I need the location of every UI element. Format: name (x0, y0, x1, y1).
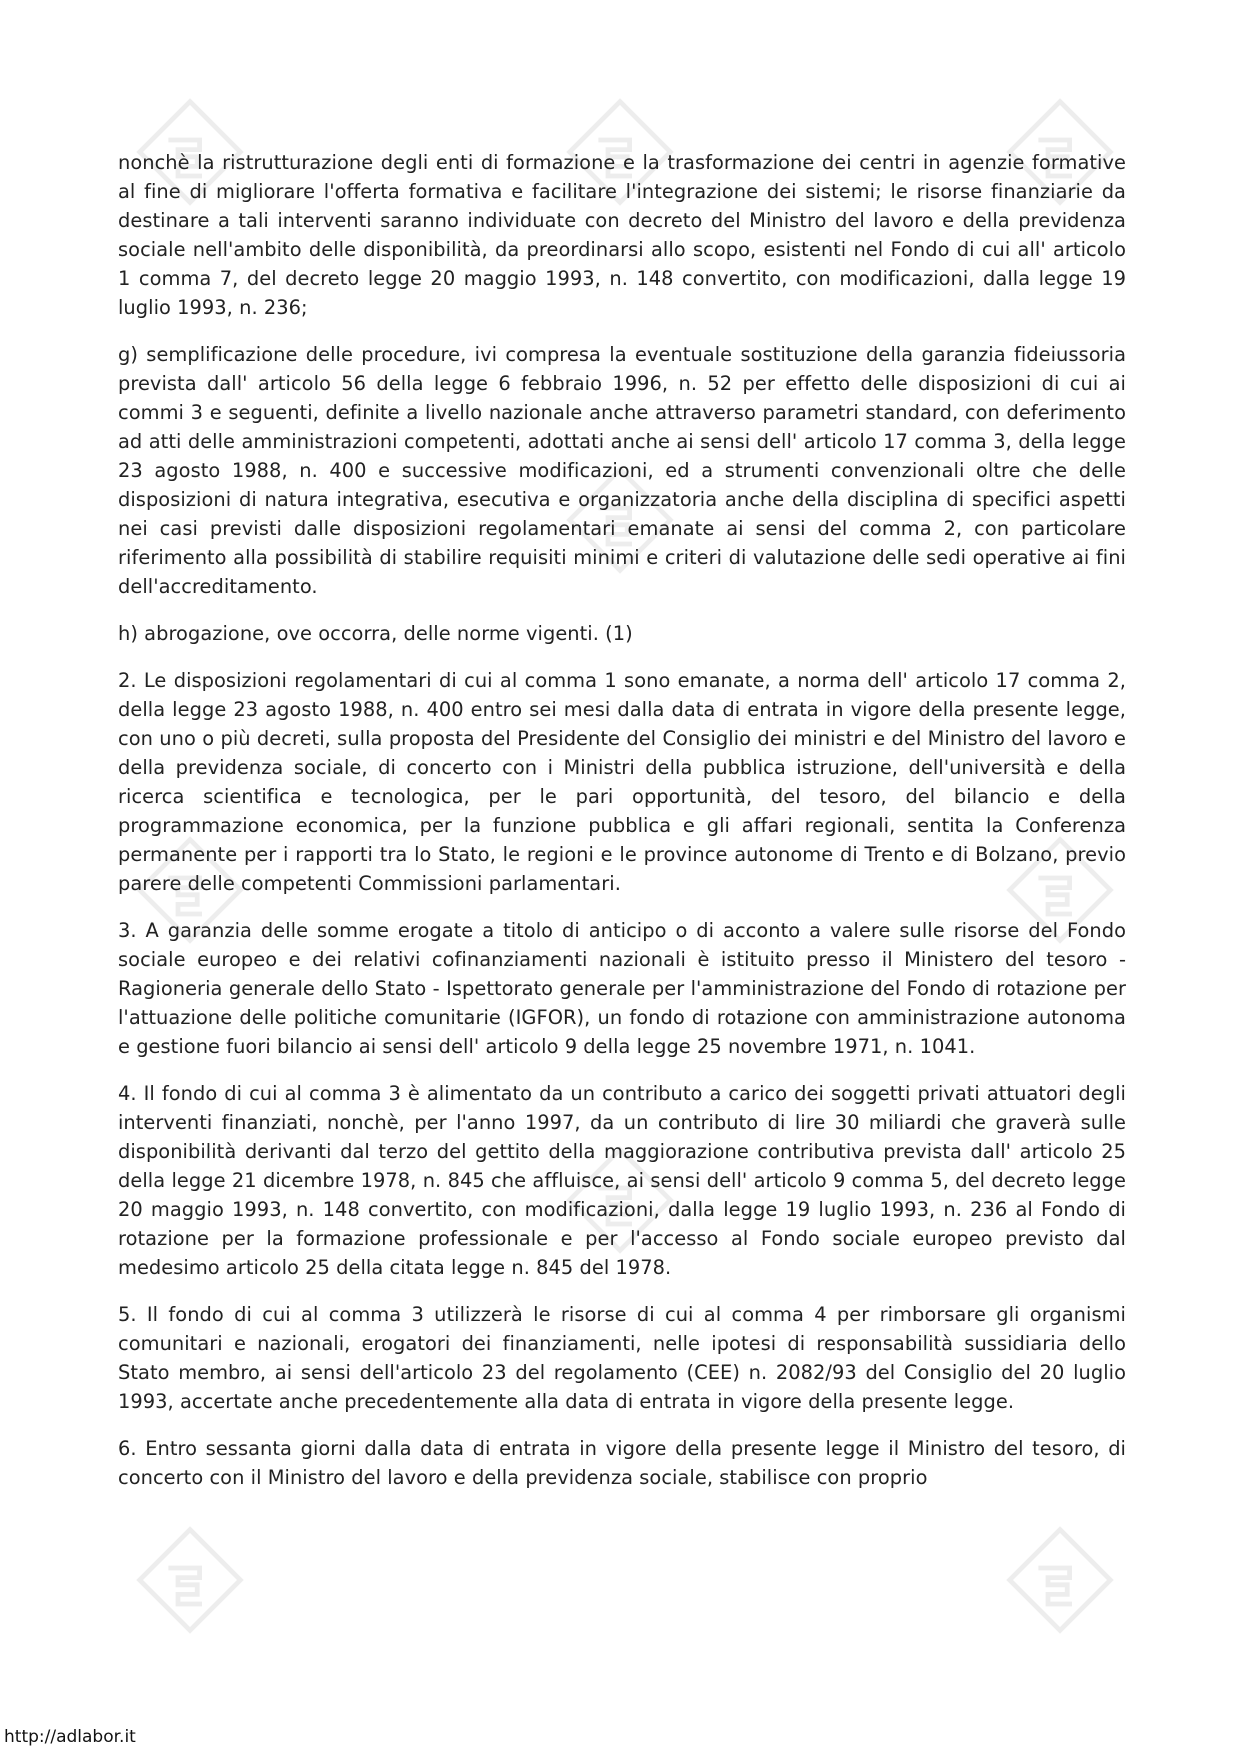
paragraph-point-g: g) semplificazione delle procedure, ivi compresa la eventuale sostituzione della garanzia fideiussoria prevista dall' articolo 56 della legge 6 febbraio 1996, n. 52 per effetto delle disposizioni di cui ai commi 3 e seguenti, definite a livello nazionale anche attraverso parametri standard, con deferimento ad atti delle amministrazioni competenti, adottati anche ai sensi dell' articolo 17 comma 3, della legge 23 agosto 1988, n. 400 e successive modificazioni, ed a strumenti convenzionali oltre che delle disposizioni di natura integrativa, esecutiva e organizzatoria anche della disciplina di specifici aspetti nei casi previsti dalle disposizioni regolamentari emanate ai sensi del comma 2, con particolare riferimento alla possibilità di stabilire requisiti minimi e criteri di valutazione delle sedi operative ai fini dell'accreditamento. (118, 343, 1126, 598)
document-body (118, 148, 1126, 1510)
paragraph-comma-3: 3. A garanzia delle somme erogate a titolo di anticipo o di acconto a valere sulle risorse del Fondo sociale europeo e dei relativi cofinanziamenti nazionali è istituito presso il Ministero del tesoro - Ragioneria generale dello Stato - Ispettorato generale per l'amministrazione del Fondo di rotazione per l'attuazione delle politiche comunitarie (IGFOR), un fondo di rotazione con amministrazione autonoma e gestione fuori bilancio ai sensi dell' articolo 9 della legge 25 novembre 1971, n. 1041. (118, 919, 1126, 1058)
watermark-logo-icon (1000, 1520, 1120, 1640)
paragraph-comma-5: 5. Il fondo di cui al comma 3 utilizzerà le risorse di cui al comma 4 per rimborsare gli organismi comunitari e nazionali, erogatori dei finanziamenti, nelle ipotesi di responsabilità sussidiaria dello Stato membro, ai sensi dell'articolo 23 del regolamento (CEE) n. 2082/93 del Consiglio del 20 luglio 1993, accertate anche precedentemente alla data di entrata in vigore della presente legge. (118, 1303, 1126, 1413)
watermark-logo-icon (130, 1520, 250, 1640)
paragraph-continuation: nonchè la ristrutturazione degli enti di formazione e la trasformazione dei centri in agenzie formative al fine di migliorare l'offerta formativa e facilitare l'integrazione dei sistemi; le risorse finanziarie da destinare a tali interventi saranno individuate con decreto del Ministro del lavoro e della previdenza sociale nell'ambito delle disponibilità, da preordinarsi allo scopo, esistenti nel Fondo di cui all' articolo 1 comma 7, del decreto legge 20 maggio 1993, n. 148 convertito, con modificazioni, dalla legge 19 luglio 1993, n. 236; (118, 151, 1126, 319)
footer-source-url: http://adlabor.it (4, 1727, 136, 1747)
paragraph-point-h: h) abrogazione, ove occorra, delle norme vigenti. (1) (118, 622, 633, 645)
paragraph-comma-2: 2. Le disposizioni regolamentari di cui al comma 1 sono emanate, a norma dell' articolo 17 comma 2, della legge 23 agosto 1988, n. 400 entro sei mesi dalla data di entrata in vigore della presente legge, con uno o più decreti, sulla proposta del Presidente del Consiglio dei ministri e del Ministro del lavoro e della previdenza sociale, di concerto con i Ministri della pubblica istruzione, dell'università e della ricerca scientifica e tecnologica, per le pari opportunità, del tesoro, del bilancio e della programmazione economica, per la funzione pubblica e gli affari regionali, sentita la Conferenza permanente per i rapporti tra lo Stato, le regioni e le province autonome di Trento e di Bolzano, previo parere delle competenti Commissioni parlamentari. (118, 669, 1126, 895)
paragraph-comma-4: 4. Il fondo di cui al comma 3 è alimentato da un contributo a carico dei soggetti privati attuatori degli interventi finanziati, nonchè, per l'anno 1997, da un contributo di lire 30 miliardi che graverà sulle disponibilità derivanti dal terzo del gettito della maggiorazione contributiva prevista dall' articolo 25 della legge 21 dicembre 1978, n. 845 che affluisce, ai sensi dell' articolo 9 comma 5, del decreto legge 20 maggio 1993, n. 148 convertito, con modificazioni, dalla legge 19 luglio 1993, n. 236 al Fondo di rotazione per la formazione professionale e per l'accesso al Fondo sociale europeo previsto dal medesimo articolo 25 della citata legge n. 845 del 1978. (118, 1082, 1126, 1279)
paragraph-comma-6: 6. Entro sessanta giorni dalla data di entrata in vigore della presente legge il Ministro del tesoro, di concerto con il Ministro del lavoro e della previdenza sociale, stabilisce con proprio (118, 1437, 1126, 1489)
